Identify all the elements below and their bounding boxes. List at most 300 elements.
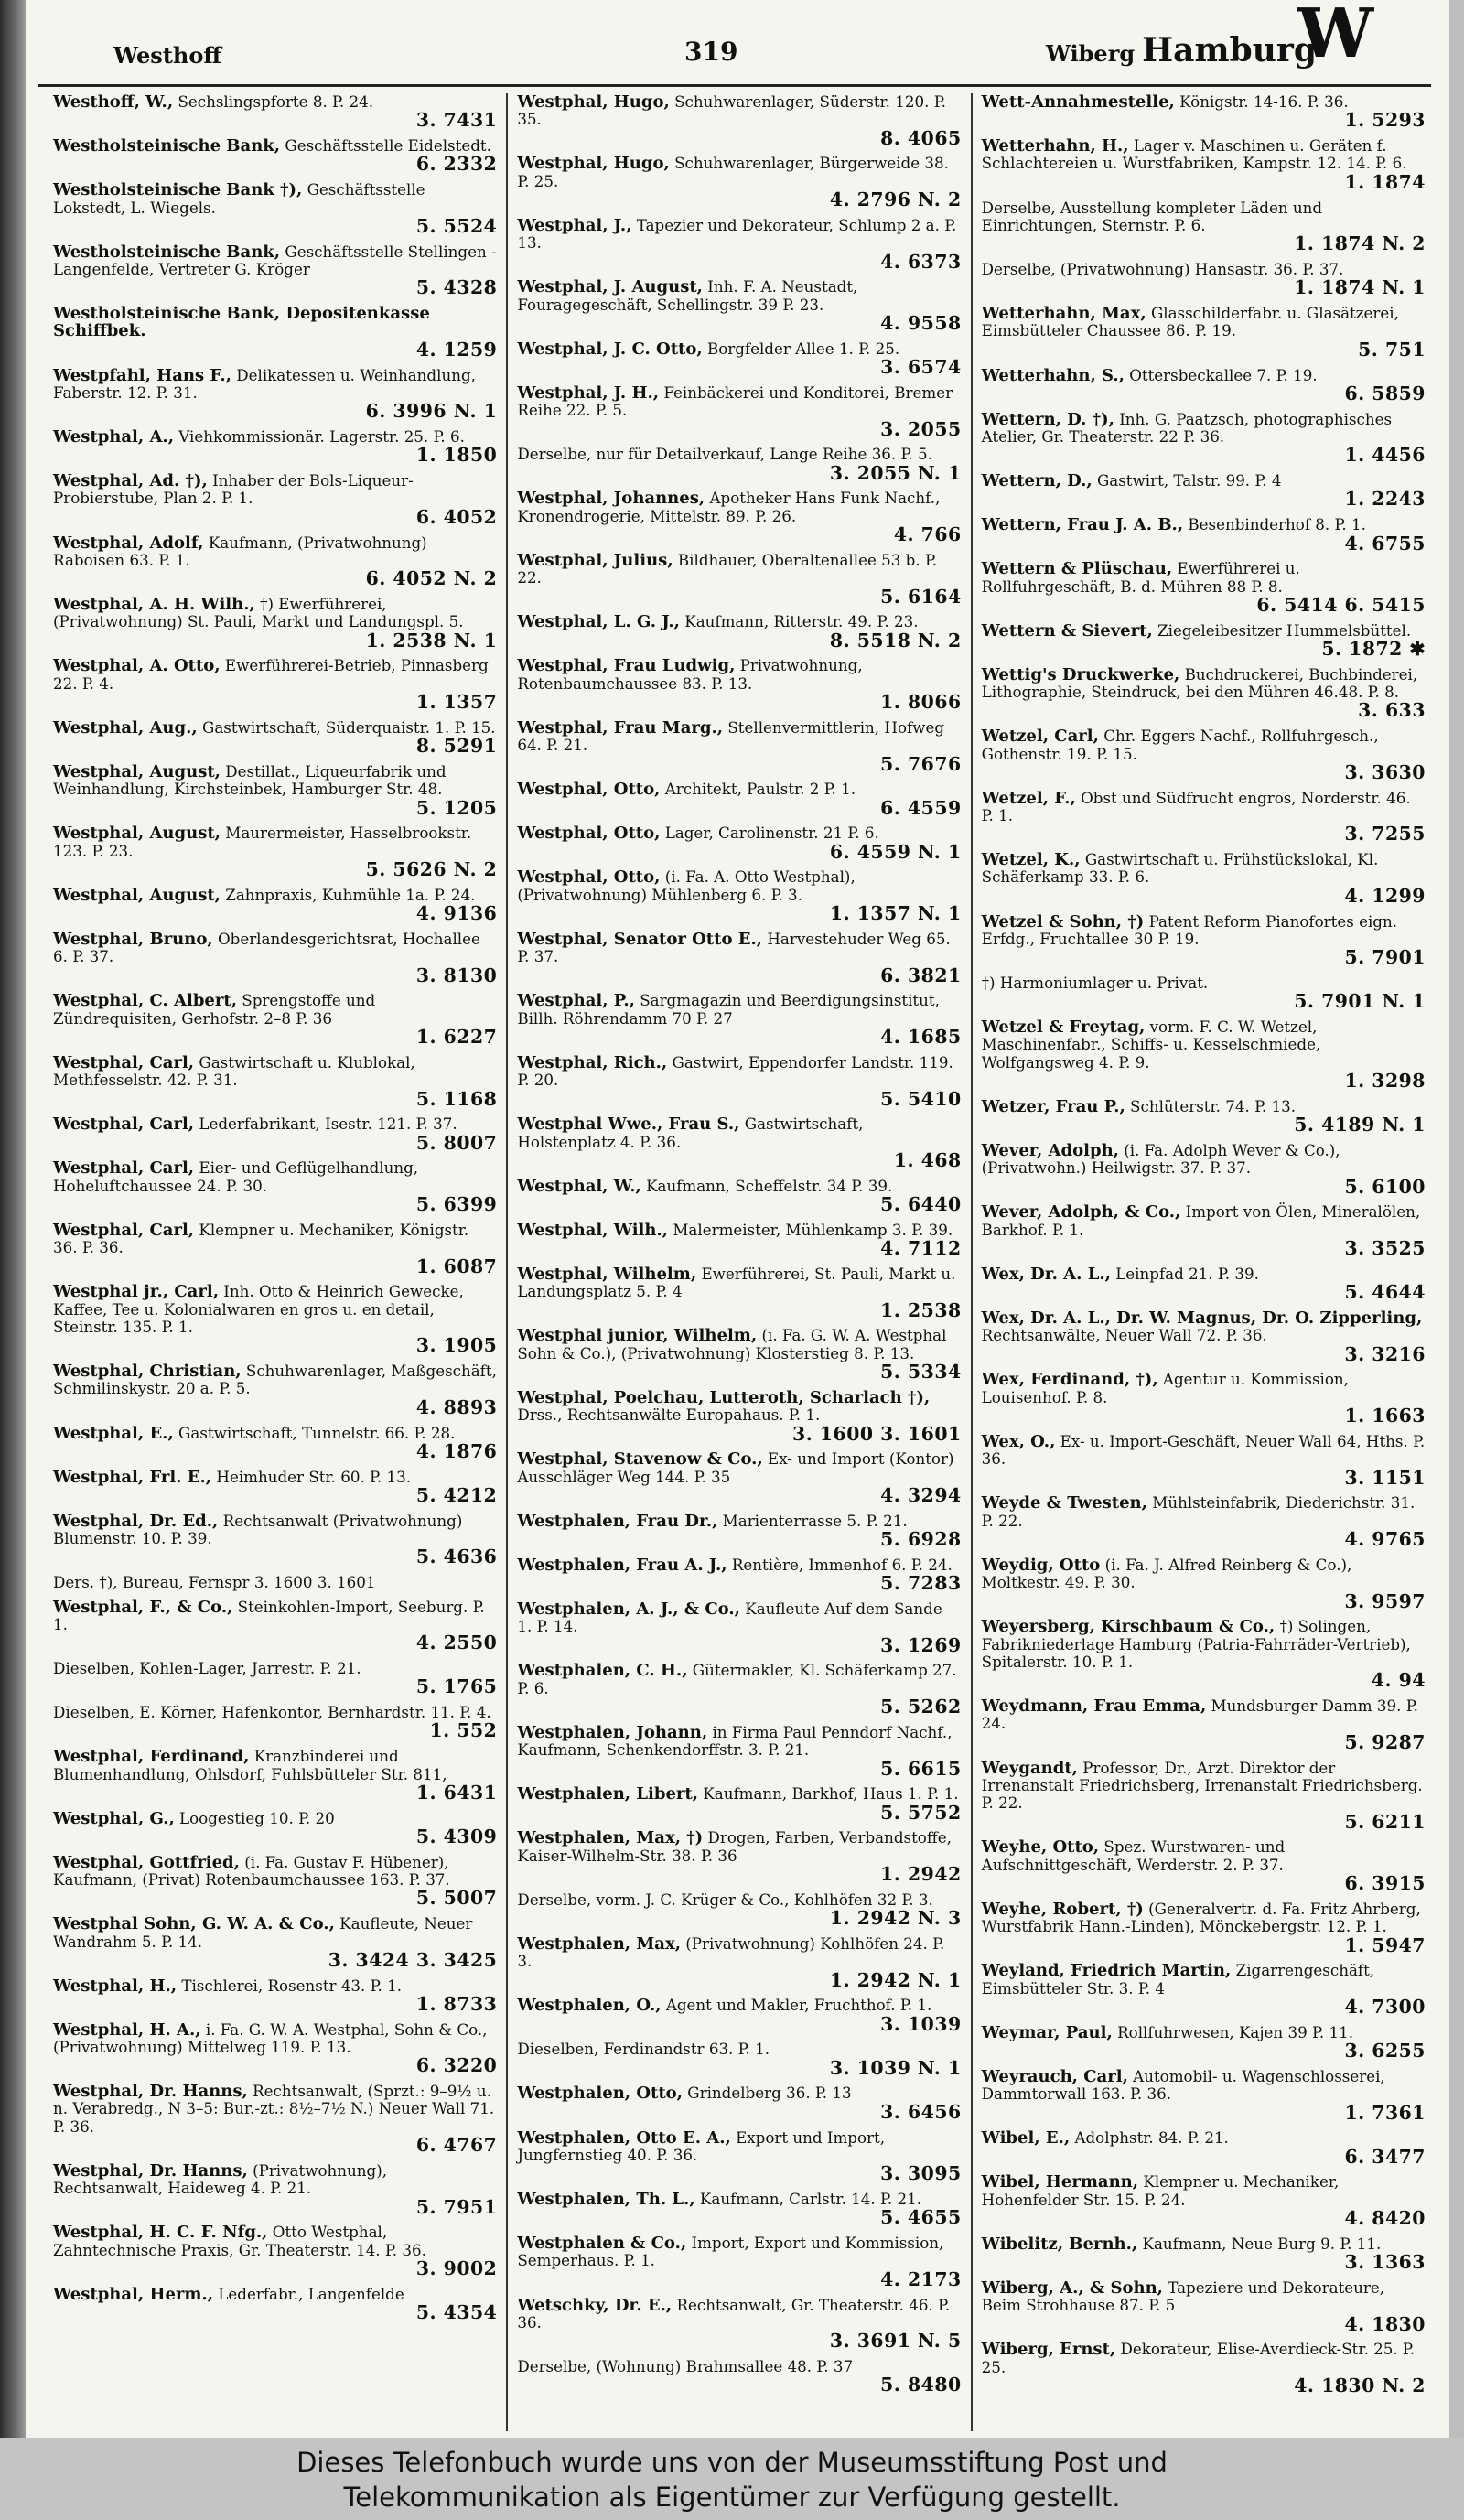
phone-number: 5. 1205 (415, 796, 498, 819)
listing-column-2 (508, 93, 972, 2431)
entry-name: Westphal, August, (53, 885, 221, 905)
entry-name: Westphal, Johannes, (517, 489, 705, 509)
entry-detail: i. Fa. G. W. A. Westphal, Sohn & Co., (Privatwohnung) Mittelweg 119. P. 13. (53, 2019, 488, 2057)
directory-entry (53, 763, 497, 818)
phone-number: 6. 3477 (1344, 2145, 1426, 2168)
entry-name: Westphal, Christian, (53, 1362, 242, 1382)
entry-name: Westphal, P., (517, 991, 635, 1011)
entry-detail: Derselbe, Ausstellung kompleter Läden und Einrichtungen, Sternstr. P. 6. (981, 198, 1323, 234)
entry-detail: Privatwohnung, Rotenbaumchaussee 83. P. 13. (517, 656, 863, 693)
phone-number: 1. 3298 (1344, 1070, 1426, 1093)
directory-entry (982, 367, 1426, 404)
directory-entry (53, 1222, 497, 1276)
entry-detail: Eier- und Geflügelhandlung, Hoheluftchaussee 24. P. 30. (53, 1158, 419, 1195)
directory-entry (517, 1178, 961, 1215)
phone-number: 1. 7361 (1344, 2101, 1426, 2124)
entry-name: Westphal, W., (517, 1176, 641, 1196)
entry-detail: Kaufmann, Scheffelstr. 34 P. 39. (646, 1176, 893, 1195)
entry-detail: vorm. F. C. W. Wetzel, Maschinenfabr., Schiffs- u. Kesselschmiede, Wolfgangsweg 4. P. 9. (981, 1018, 1321, 1072)
entry-detail: Buchdruckerei, Buchbinderei, Lithographie, Steindruck, bei den Mühren 46.48. P. 8. (981, 664, 1418, 702)
entry-name: Westphal, Stavenow & Co., (517, 1449, 763, 1470)
directory-entry (982, 727, 1426, 782)
entry-name: Weydmann, Frau Emma, (981, 1696, 1207, 1717)
entry-name: Wetterhahn, S., (981, 365, 1125, 385)
entry-detail: Sechslingspforte 8. P. 24. (178, 93, 374, 111)
entry-detail: Delikatessen u. Weinhandlung, Faberstr. 12. P. 31. (53, 365, 476, 402)
entry-name: Westhoff, W., (53, 93, 174, 112)
footer-line-1: Dieses Telefonbuch wurde uns von der Museumsstiftung Post und (296, 2447, 1168, 2478)
entry-name: Westphal, Frau Ludwig, (517, 656, 736, 676)
phone-number: 5. 4309 (415, 1825, 498, 1847)
directory-entry (982, 1265, 1426, 1303)
entry-detail: Geschäftsstelle Stellingen - Langenfelde, Vertreter G. Kröger (53, 242, 497, 278)
entry-name: Westphal, Ad. †), (53, 471, 208, 491)
entry-detail: Ewerführerei-Betrieb, Pinnasberg 22. P. 4. (53, 656, 489, 693)
phone-number: 3. 3216 (1344, 1342, 1426, 1365)
entry-name: Westphal, Wilh., (517, 1220, 669, 1240)
entry-name: Westphal, A., (53, 426, 174, 447)
phone-number: 1. 6227 (415, 1026, 498, 1049)
phone-number: 1. 1874 N. 2 (1294, 232, 1426, 255)
entry-name: Wettern, D. †), (981, 409, 1114, 429)
page-header (26, 0, 1449, 88)
directory-entry (53, 824, 497, 879)
entry-detail: Malermeister, Mühlenkamp 3. P. 39. (673, 1220, 953, 1239)
entry-name: Wex, Dr. A. L., (981, 1264, 1111, 1284)
phone-number: 5. 6440 (880, 1193, 962, 1216)
entry-detail: Otto Westphal, Zahntechnische Praxis, Gr. Theaterstr. 14. P. 36. (53, 2223, 426, 2259)
entry-detail: Chr. Eggers Nachf., Rollfuhrgesch., Gothenstr. 19. P. 15. (981, 727, 1379, 763)
directory-entry (517, 1935, 961, 1990)
entry-name: Wetterhahn, H., (981, 136, 1129, 156)
phone-number: 5. 6211 (1344, 1810, 1426, 1833)
entry-detail: Derselbe, nur für Detailverkauf, Lange Reihe 36. P. 5. (517, 445, 932, 464)
phone-number: 3. 9597 (1344, 1589, 1426, 1612)
entry-name: Wibel, Hermann, (981, 2172, 1139, 2192)
directory-entry (517, 1450, 961, 1505)
entry-name: Westphal, Aug., (53, 717, 198, 738)
entry-detail: Drogen, Farben, Verbandstoffe, Kaiser-Wilhelm-Str. 38. P. 36 (517, 1828, 952, 1865)
entry-name: Westphalen, A. J., & Co., (517, 1599, 740, 1619)
entry-detail: Gastwirt, Eppendorfer Landstr. 119. P. 20. (517, 1052, 953, 1090)
directory-entry (517, 1556, 961, 1594)
entry-name: Westphal, Frl. E., (53, 1467, 212, 1487)
phone-number: 4. 7300 (1344, 1996, 1426, 2018)
entry-detail: Lager v. Maschinen u. Geräten f. Schlachtereien u. Wurstfabriken, Kampstr. 12. 14. P. 6. (981, 136, 1407, 173)
phone-number: 1. 5293 (1344, 109, 1426, 132)
header-city: Hamburg (1142, 31, 1318, 70)
entry-detail: (i. Fa. Adolph Wever & Co.), (Privatwohn.) Heilwigstr. 37. P. 37. (981, 1140, 1340, 1178)
entry-detail: Import von Ölen, Mineralölen, Barkhof. P. 1. (981, 1202, 1421, 1239)
entry-name: Wetzer, Frau P., (981, 1096, 1125, 1116)
directory-entry (517, 2358, 961, 2396)
directory-entry (982, 2173, 1426, 2228)
entry-detail: Inh. Otto & Heinrich Gewecke, Kaffee, Tee u. Kolonialwaren en gros u. en detail, Steinstr. 135. P. 1. (53, 1282, 464, 1337)
phone-number: 5. 4655 (880, 2206, 962, 2229)
phone-number: 3. 1039 (880, 2012, 962, 2035)
directory-entry (982, 411, 1426, 466)
entry-name: Westphal, Julius, (517, 550, 673, 570)
entry-name: Wetterhahn, Max, (981, 304, 1146, 324)
entry-detail: †) Solingen, Fabrikniederlage Hamburg (Patria-Fahrräder-Vertrieb), Spitalerstr. 10. P. 1. (981, 1617, 1411, 1671)
phone-number: 1. 2942 N. 3 (829, 1907, 962, 1930)
entry-detail: Import, Export und Kommission, Semperhaus. P. 1. (517, 2234, 944, 2270)
directory-entry (982, 261, 1426, 298)
entry-name: Westphal junior, Wilhelm, (517, 1326, 758, 1346)
phone-number: 4. 9558 (880, 312, 962, 335)
phone-number: 1. 1357 (415, 691, 498, 714)
entry-detail: Ewerführerei, St. Pauli, Markt u. Landungsplatz 5. P. 4 (517, 1264, 956, 1301)
entry-name: Westphal, Dr. Hanns, (53, 2160, 248, 2181)
directory-entry (982, 1142, 1426, 1197)
entry-name: Westphal, Carl, (53, 1052, 195, 1072)
entry-name: Weyhe, Otto, (981, 1837, 1100, 1858)
directory-entry (982, 1838, 1426, 1893)
directory-entry (53, 2083, 497, 2156)
directory-entry (53, 887, 497, 924)
entry-name: Wex, Ferdinand, †), (981, 1370, 1158, 1390)
phone-number: 5. 7901 N. 1 (1294, 990, 1426, 1013)
entry-detail: Heimhuder Str. 60. P. 13. (216, 1467, 412, 1486)
phone-number: 1. 1663 (1344, 1405, 1426, 1427)
entry-name: Westphalen, Frau Dr., (517, 1511, 718, 1531)
entry-detail: Ewerführerei u. Rollfuhrgeschäft, B. d. Mühren 88 P. 8. (981, 559, 1300, 596)
phone-number: 5. 5524 (415, 214, 498, 237)
entry-name: Westphal, Rich., (517, 1052, 668, 1072)
phone-number: 5. 5007 (415, 1887, 498, 1910)
directory-entry (517, 1115, 961, 1170)
directory-entry (982, 975, 1426, 1012)
directory-entry (517, 278, 961, 333)
directory-entry (517, 446, 961, 483)
phone-number: 3. 3095 (880, 2162, 962, 2185)
directory-entry (53, 1748, 497, 1803)
entry-name: Westphal, Hugo, (517, 154, 670, 174)
entry-name: Wettig's Druckwerke, (981, 664, 1180, 684)
phone-number: 1. 552 (429, 1719, 498, 1742)
directory-entry (982, 1962, 1426, 2017)
directory-entry (517, 340, 961, 378)
entry-name: Wettern & Plüschau, (981, 559, 1173, 579)
phone-number: 3. 2055 (880, 417, 962, 440)
entry-name: Wett-Annahmestelle, (981, 93, 1175, 112)
header-letter: W (1297, 0, 1374, 73)
entry-name: Westphal, Otto, (517, 824, 661, 844)
phone-number: 3. 1151 (1344, 1466, 1426, 1489)
directory-entry (517, 2041, 961, 2078)
entry-detail: Gastwirtschaft u. Frühstückslokal, Kl. Schäferkamp 33. P. 6. (981, 850, 1379, 887)
phone-number: 3. 3424 3. 3425 (328, 1948, 498, 1971)
entry-detail: Gastwirt, Talstr. 99. P. 4 (1096, 471, 1282, 490)
entry-name: Westphal, H. A., (53, 2019, 201, 2040)
phone-number: 6. 4559 N. 1 (829, 840, 962, 863)
phone-number: 4. 2173 (880, 2267, 962, 2290)
entry-detail: Derselbe, (Privatwohnung) Hansastr. 36. P. 37. (981, 259, 1344, 278)
phone-number: 3. 3630 (1344, 760, 1426, 783)
phone-number: 4. 1685 (880, 1026, 962, 1049)
entry-detail: Agentur u. Kommission, Louisenhof. P. 8. (981, 1370, 1349, 1406)
entry-name: Westholsteinische Bank, Depositenkasse Schiffbek. (53, 304, 430, 341)
entry-name: Weyde & Twesten, (981, 1493, 1147, 1513)
directory-entry (53, 367, 497, 422)
directory-entry (53, 1115, 497, 1153)
phone-number: 1. 6431 (415, 1781, 498, 1804)
entry-detail: Mühlsteinfabrik, Diederichstr. 31. P. 22. (981, 1493, 1416, 1530)
entry-name: Wex, Dr. A. L., Dr. W. Magnus, Dr. O. Zipperling, (981, 1308, 1423, 1328)
entry-detail: Inh. F. A. Neustadt, Fouragegeschäft, Schellingstr. 39 P. 23. (517, 277, 858, 314)
entry-name: Westphal, Adolf, (53, 533, 204, 553)
directory-entry (517, 490, 961, 544)
entry-name: Westphal, Poelchau, Lutteroth, Scharlach †), (517, 1387, 931, 1407)
phone-number: 1. 2538 (880, 1298, 962, 1321)
directory-entry (53, 1362, 497, 1417)
directory-entry (517, 2084, 961, 2122)
page-number: 319 (684, 37, 738, 67)
directory-entry (517, 1891, 961, 1929)
entry-name: Westphal, L. G. J., (517, 612, 680, 632)
entry-name: Westphal, C. Albert, (53, 991, 237, 1011)
entry-name: Westphal, A. H. Wilh., (53, 594, 255, 614)
phone-number: 5. 751 (1358, 338, 1426, 361)
directory-entry (982, 472, 1426, 510)
directory-entry (53, 243, 497, 298)
entry-name: Westphal, Frau Marg., (517, 717, 724, 738)
phone-number: 5. 4328 (415, 276, 498, 299)
directory-entry (982, 1556, 1426, 1611)
phone-number: 1. 1874 (1344, 170, 1426, 193)
entry-name: Wiberg, A., & Sohn, (981, 2278, 1163, 2298)
phone-number: 4. 2550 (415, 1632, 498, 1654)
phone-number: 5. 6399 (415, 1193, 498, 1216)
directory-entry (982, 1433, 1426, 1488)
directory-entry (517, 2297, 961, 2352)
entry-detail: (Privatwohnung) Kohlhöfen 24. P. 3. (517, 1933, 945, 1971)
phone-number: 5. 7901 (1344, 946, 1426, 969)
entry-detail: Derselbe, vorm. J. C. Krüger & Co., Kohlhöfen 32 P. 3. (517, 1890, 933, 1909)
listing-columns (44, 93, 1435, 2431)
phone-number: 3. 1600 3. 1601 (792, 1422, 962, 1445)
entry-detail: Dieselben, Ferdinandstr 63. P. 1. (517, 2040, 770, 2059)
entry-detail: (i. Fa. J. Alfred Reinberg & Co.), Moltkestr. 49. P. 30. (981, 1555, 1352, 1592)
entry-detail: Patent Reform Pianofortes eign. Erfdg., Fruchtallee 30 P. 19. (981, 911, 1398, 948)
directory-entry (53, 1854, 497, 1909)
phone-number: 6. 5414 6. 5415 (1256, 593, 1426, 616)
entry-detail: Schuhwarenlager, Bürgerweide 38. P. 25. (517, 154, 949, 190)
phone-number: 4. 1876 (415, 1439, 498, 1462)
entry-name: Westphalen & Co., (517, 2234, 687, 2254)
entry-detail: Bildhauer, Oberaltenallee 53 b. P. 22. (517, 550, 938, 587)
entry-detail: Lederfabr., Langenfelde (218, 2284, 404, 2303)
phone-number: 3. 1363 (1344, 2251, 1426, 2274)
entry-detail: Tapezier und Dekorateur, Schlump 2 a. P. 13. (517, 215, 957, 253)
phone-number: 4. 1830 (1344, 2312, 1426, 2335)
phone-number: 6. 5859 (1344, 382, 1426, 404)
entry-name: Westphal, J., (517, 215, 632, 235)
phone-number: 5. 1872 ✱ (1321, 638, 1426, 661)
entry-name: Westphal, Gottfried, (53, 1852, 240, 1872)
entry-detail: Kaufmann, Barkhof, Haus 1. P. 1. (703, 1784, 959, 1804)
entry-name: Westphalen, Max, (517, 1933, 681, 1954)
directory-entry (53, 428, 497, 466)
directory-entry (53, 931, 497, 985)
phone-number: 3. 1905 (415, 1334, 498, 1357)
entry-detail: (i. Fa. Gustav F. Hübener), Kaufmann, (Privat) Rotenbaumchaussee 163. P. 37. (53, 1852, 450, 1890)
entry-detail: Kaufmann, Carlstr. 14. P. 21. (699, 2189, 922, 2208)
entry-detail: Mundsburger Damm 39. P. 24. (981, 1696, 1418, 1733)
phone-number: 4. 3294 (880, 1484, 962, 1506)
entry-detail: (i. Fa. G. W. A. Westphal Sohn & Co.), (Privatwohnung) Klosterstieg 8. P. 13. (517, 1326, 947, 1362)
phone-number: 6. 2332 (415, 153, 498, 176)
directory-entry (982, 560, 1426, 615)
entry-name: Wever, Adolph, & Co., (981, 1202, 1181, 1222)
phone-number: 4. 8893 (415, 1395, 498, 1418)
directory-entry (982, 516, 1426, 554)
entry-name: Westphalen, Otto E. A., (517, 2127, 731, 2148)
phone-number: 5. 5334 (880, 1361, 962, 1384)
entry-name: Wettern, D., (981, 471, 1093, 491)
entry-detail: Spez. Wurstwaren- und Aufschnittgeschäft, Werderstr. 2. P. 37. (981, 1837, 1286, 1874)
entry-detail: Rollfuhrwesen, Kajen 39 P. 11. (1117, 2022, 1354, 2041)
entry-detail: †) Ewerführerei, (Privatwohnung) St. Pauli, Markt und Landungspl. 5. (53, 594, 464, 631)
entry-detail: Destillat., Liqueurfabrik und Weinhandlung, Kirchsteinbek, Hamburger Str. 48. (53, 761, 447, 799)
directory-entry (53, 1704, 497, 1741)
entry-detail: Gastwirtschaft, Tunnelstr. 66. P. 28. (178, 1423, 456, 1442)
directory-entry (982, 1018, 1426, 1092)
entry-name: Wetzel, Carl, (981, 727, 1099, 747)
entry-name: Westphalen, Frau A. J., (517, 1555, 727, 1575)
entry-detail: Dieselben, Kohlen-Lager, Jarrestr. P. 21. (53, 1658, 361, 1677)
phone-number: 5. 4644 (1344, 1281, 1426, 1304)
phone-number: 5. 7676 (880, 752, 962, 775)
directory-entry (53, 1054, 497, 1109)
directory-entry (982, 137, 1426, 192)
entry-name: Westphalen, Johann, (517, 1722, 708, 1742)
entry-detail: Gastwirtschaft, Holstenplatz 4. P. 36. (517, 1115, 864, 1151)
directory-entry (517, 868, 961, 923)
entry-detail: Rechtsanwalt (Privatwohnung) Blumenstr. 10. P. 39. (53, 1511, 463, 1548)
directory-entry (517, 657, 961, 712)
phone-number: 4. 766 (893, 523, 962, 546)
phone-number: 4. 94 (1371, 1669, 1426, 1692)
entry-detail: Königstr. 14-16. P. 36. (1179, 93, 1349, 111)
entry-detail: Dekorateur, Elise-Averdieck-Str. 25. P. 25. (981, 2340, 1416, 2376)
entry-name: Wetzel & Sohn, †) (981, 911, 1145, 932)
directory-entry (517, 552, 961, 607)
phone-number: 8. 5518 N. 2 (829, 629, 962, 652)
phone-number: 6. 3996 N. 1 (365, 400, 498, 423)
entry-detail: Sargmagazin und Beerdigungsinstitut, Billh. Röhrendamm 70 P. 27 (517, 991, 940, 1028)
entry-detail: Professor, Dr., Arzt. Direktor der Irrenanstalt Friedrichsberg, Irrenanstalt Friedrichsberg. P. 22. (981, 1758, 1423, 1813)
directory-entry (517, 1662, 961, 1717)
entry-name: Weyhe, Robert, †) (981, 1899, 1144, 1919)
phone-number: 3. 6574 (880, 356, 962, 379)
entry-name: Westphalen, O., (517, 1996, 662, 2016)
phone-number: 5. 6928 (880, 1528, 962, 1551)
entry-detail: Oberlandesgerichtsrat, Hochallee 6. P. 37. (53, 929, 480, 966)
provenance-footer (0, 2438, 1464, 2520)
entry-name: Westphal, Carl, (53, 1220, 195, 1240)
directory-entry (517, 2191, 961, 2228)
directory-entry (517, 2235, 961, 2289)
phone-number: 3. 6456 (880, 2100, 962, 2123)
phone-number: 5. 1765 (415, 1675, 498, 1698)
entry-name: Weyersberg, Kirschbaum & Co., (981, 1617, 1276, 1637)
entry-detail: Geschäftsstelle Eidelstedt. (285, 136, 491, 156)
phone-number: 1. 1874 N. 1 (1294, 276, 1426, 299)
directory-entry (517, 1054, 961, 1109)
directory-entry (53, 1283, 497, 1356)
entry-name: Westphalen, Libert, (517, 1784, 698, 1804)
entry-detail: Ottersbeckallee 7. P. 19. (1129, 365, 1318, 384)
entry-name: Westholsteinische Bank †), (53, 180, 303, 200)
entry-detail: Kaufmann, Ritterstr. 49. P. 23. (684, 612, 919, 631)
directory-entry (982, 305, 1426, 360)
entry-name: Wetzel, K., (981, 850, 1081, 870)
entry-detail: Export und Import, Jungfernstieg 40. P. 36. (517, 2127, 886, 2164)
entry-name: Westphal, Carl, (53, 1115, 195, 1135)
entry-detail: Rentière, Immenhof 6. P. 24. (731, 1555, 953, 1574)
entry-detail: Viehkommissionär. Lagerstr. 25. P. 6. (178, 426, 465, 446)
directory-entry (982, 913, 1426, 968)
entry-detail: Klempner u. Mechaniker, Königstr. 36. P. 36. (53, 1220, 469, 1257)
directory-entry (982, 2068, 1426, 2123)
phone-number: 1. 1357 N. 1 (829, 902, 962, 925)
phone-number: 5. 4189 N. 1 (1294, 1114, 1426, 1136)
entry-detail: Kaufleute Auf dem Sande 1. P. 14. (517, 1599, 942, 1636)
entry-detail: Kaufmann, Neue Burg 9. P. 11. (1142, 2234, 1382, 2253)
directory-entry (982, 1760, 1426, 1833)
phone-number: 1. 468 (893, 1149, 962, 1172)
directory-entry (517, 931, 961, 985)
entry-name: Wetzel, F., (981, 788, 1076, 808)
phone-number: 4. 1259 (415, 338, 498, 361)
phone-number: 4. 2796 N. 2 (829, 188, 962, 211)
entry-name: Westphal Sohn, G. W. A. & Co., (53, 1914, 335, 1934)
entry-detail: Leinpfad 21. P. 39. (1115, 1264, 1259, 1283)
phone-number: 5. 5626 N. 2 (365, 858, 498, 881)
entry-detail: †) Harmoniumlager u. Privat. (981, 974, 1209, 992)
entry-detail: Maurermeister, Hasselbrookstr. 123. P. 23. (53, 824, 472, 860)
entry-detail: Steinkohlen-Import, Seeburg. P. 1. (53, 1597, 485, 1633)
entry-detail: Loogestieg 10. P. 20 (179, 1808, 335, 1827)
entry-name: Wettern & Sievert, (981, 620, 1153, 641)
phone-number: 3. 6255 (1344, 2040, 1426, 2062)
entry-name: Westphalen, Max, †) (517, 1828, 704, 1848)
directory-entry (982, 790, 1426, 845)
entry-name: Westphalen, C. H., (517, 1661, 688, 1681)
header-rule (38, 84, 1431, 87)
directory-entry (982, 1203, 1426, 1258)
entry-detail: Dieselben, E. Körner, Hafenkontor, Bernhardstr. 11. P. 4. (53, 1703, 491, 1722)
entry-detail: Glasschilderfabr. u. Glasätzerei, Eimsbütteler Chaussee 86. P. 19. (981, 304, 1399, 340)
directory-entry (517, 217, 961, 272)
entry-name: Westphal, G., (53, 1808, 175, 1828)
directory-entry (982, 2279, 1426, 2334)
entry-name: Wetzel & Freytag, (981, 1018, 1146, 1038)
phone-number: 4. 7112 (880, 1237, 962, 1260)
entry-detail: Inh. G. Paatzsch, photographisches Atelier, Gr. Theaterstr. 22 P. 36. (981, 409, 1393, 446)
directory-entry (517, 824, 961, 862)
phone-number: 5. 7283 (880, 1572, 962, 1595)
entry-detail: Zahnpraxis, Kuhmühle 1a. P. 24. (225, 885, 476, 904)
entry-detail: (Generalvertr. d. Fa. Fritz Ahrberg, Wurstfabrik Hann.-Linden), Mönckebergstr. 12. P. 1. (981, 1899, 1421, 1936)
entry-name: Westphal, Dr. Ed., (53, 1511, 219, 1531)
entry-detail: Schlüterstr. 74. P. 13. (1130, 1096, 1297, 1115)
entry-name: Westphal, F., & Co., (53, 1597, 233, 1617)
phone-number: 1. 6087 (415, 1255, 498, 1277)
directory-entry (982, 1618, 1426, 1691)
entry-name: Westphal, H. C. F. Nfg., (53, 2223, 268, 2243)
